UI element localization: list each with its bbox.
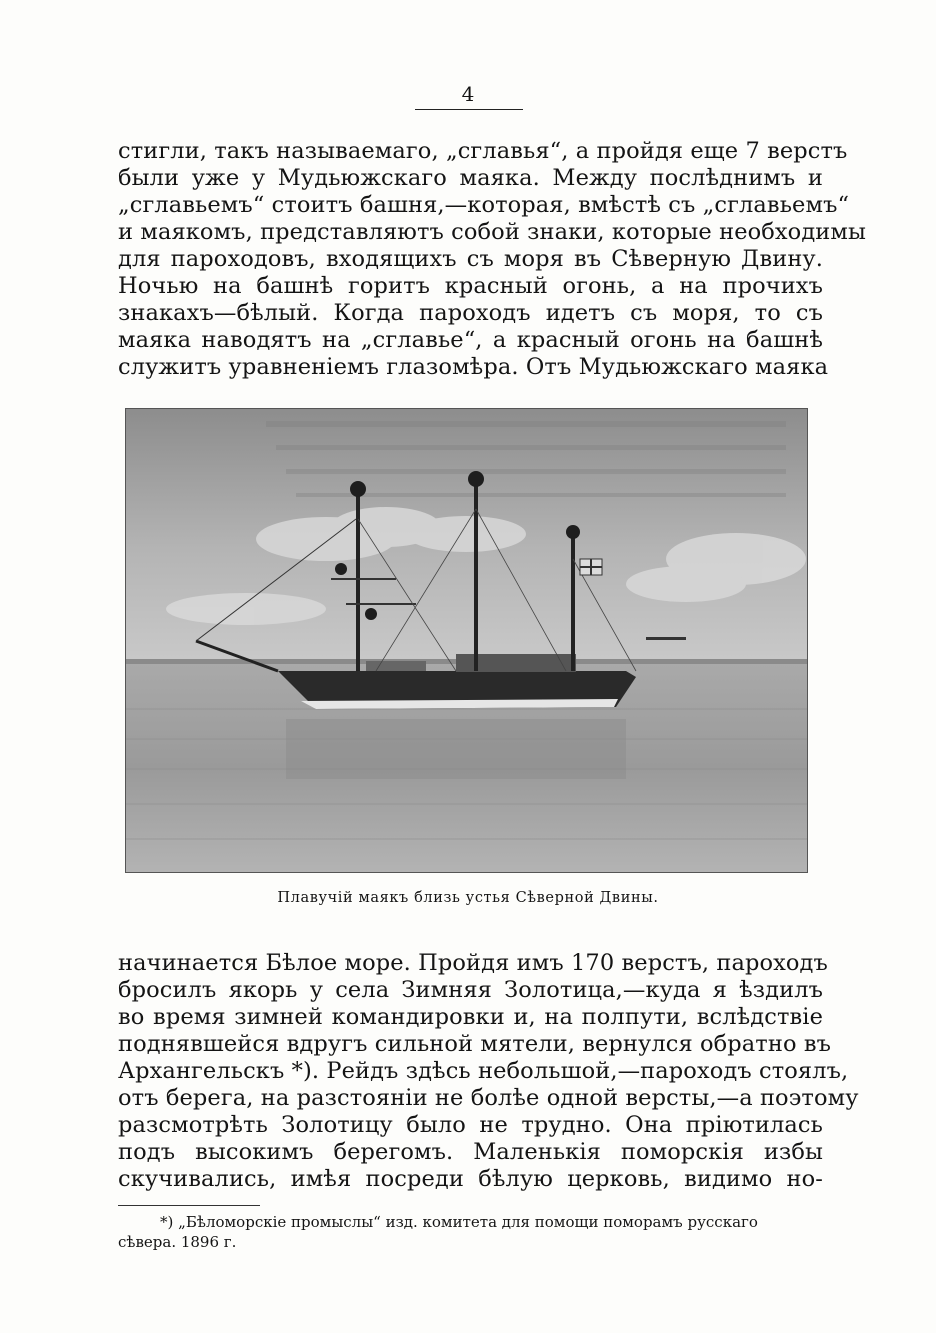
text-line: во время зимней командировки и, на полпути, вслѣдствіе [118, 1004, 823, 1030]
lightship-photograph [125, 408, 808, 873]
text-line: служитъ уравненіемъ глазомѣра. Отъ Мудьюжскаго маяка [118, 354, 829, 380]
text-line: скучивались, имѣя посреди бѣлую церковь, видимо но- [118, 1166, 823, 1192]
text-line: отъ берега, на разстояніи не болѣе одной версты,—а поэтому [118, 1085, 859, 1111]
text-line: и маякомъ, представляютъ собой знаки, которые необходимы [118, 219, 866, 245]
footnote-rule [118, 1205, 260, 1206]
footnote-line: *) „Бѣломорскіе промыслы“ изд. комитета для помощи поморамъ русскаго [160, 1213, 758, 1231]
page-number: 4 [461, 82, 475, 106]
figure-caption: Плавучій маякъ близь устья Сѣверной Двины. [277, 890, 659, 906]
text-line: знакахъ—бѣлый. Когда пароходъ идетъ съ моря, то съ [118, 300, 823, 326]
text-line: поднявшейся вдругъ сильной мятели, вернулся обратно въ [118, 1031, 832, 1057]
text-line: Ночью на башнѣ горитъ красный огонь, а на прочихъ [118, 273, 823, 299]
text-line: бросилъ якорь у села Зимняя Золотица,—куда я ѣздилъ [118, 977, 823, 1003]
text-line: разсмотрѣть Золотицу было не трудно. Она пріютилась [118, 1112, 823, 1138]
footnote-line: сѣвера. 1896 г. [118, 1233, 237, 1251]
text-line: для пароходовъ, входящихъ съ моря въ Сѣверную Двину. [118, 246, 823, 272]
text-line: были уже у Мудьюжскаго маяка. Между послѣднимъ и [118, 165, 823, 191]
text-line: стигли, такъ называемаго, „сглавья“, а пройдя еще 7 верстъ [118, 138, 848, 164]
page-number-rule [415, 109, 523, 110]
text-line: маяка наводятъ на „сглавье“, а красный огонь на башнѣ [118, 327, 823, 353]
text-line: подъ высокимъ берегомъ. Маленькія поморскія избы [118, 1139, 823, 1165]
text-line: Архангельскъ *). Рейдъ здѣсь небольшой,—пароходъ стоялъ, [118, 1058, 849, 1084]
text-line: „сглавьемъ“ стоитъ башня,—которая, вмѣстѣ съ „сглавьемъ“ [118, 192, 850, 218]
text-line: начинается Бѣлое море. Пройдя имъ 170 верстъ, пароходъ [118, 950, 828, 976]
